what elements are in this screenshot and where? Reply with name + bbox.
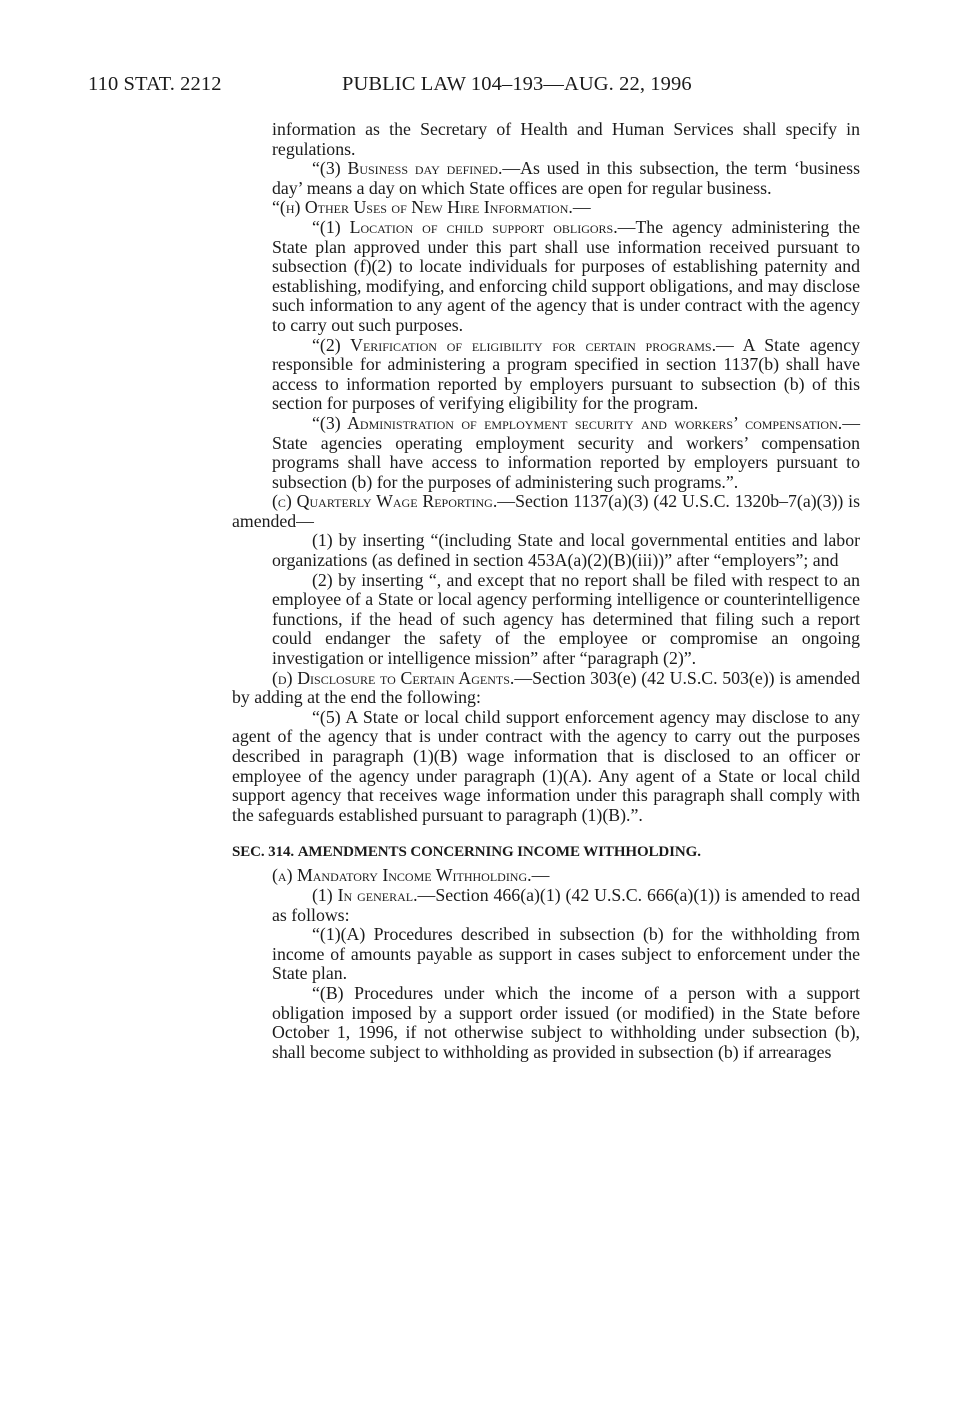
paragraph-heading: “(1) Location of child support obligors. [312, 216, 618, 237]
paragraph-quarterly-wage: (c) Quarterly Wage Reporting.—Section 1137(a)(3) (42 U.S.C. 1320b–7(a)(3)) is amended— [232, 491, 861, 531]
paragraph-heading: “(2) Verification of eligibility for certain programs. [312, 334, 717, 355]
paragraph-quoted-5: “(5) A State or local child support enforcement agency may disclose to any agent of the agency that is under contract with the agency to carry out the purposes described in paragraph (1)(B) wage information that is disclosed to an officer or employee of the agency under paragraph (1)(A). Any agent of a State or local child support agency that receives wage information under this paragraph shall comply with the safeguards established pursuant to paragraph (1)(B).”. [232, 706, 860, 825]
paragraph-inserting-2: (2) by inserting “, and except that no report shall be filed with respect to an employee of a State or local agency performing intelligence or counterintelligence functions, if the head of such agency has determined that filing such a report could endanger the safety of the employee or compromise an ongoing investigation or intelligence mission” after “paragraph (2)”. [272, 569, 860, 669]
document-body [232, 120, 860, 1062]
paragraph-disclosure: (d) Disclosure to Certain Agents.—Section 303(e) (42 U.S.C. 503(e)) is amended by adding at the end the following: [232, 667, 860, 708]
section-heading [232, 843, 860, 862]
paragraph-1: information as the Secretary of Health and Human Services shall specify in regulations. [272, 119, 860, 159]
law-reference: PUBLIC LAW 104–193—AUG. 22, 1996 [342, 73, 692, 95]
section-title: AMENDMENTS CONCERNING INCOME WITHHOLDING. [297, 844, 701, 861]
section-label: SEC. 314. [232, 844, 295, 861]
paragraph-other-uses: “(h) Other Uses of New Hire Information.— [272, 197, 591, 218]
paragraph-heading: (1) In general. [312, 884, 418, 905]
paragraph-heading: (d) Disclosure to Certain Agents. [272, 667, 515, 688]
paragraph-heading: “(3) Administration of employment security and workers’ compensation. [312, 412, 843, 433]
paragraph-heading: (c) Quarterly Wage Reporting. [272, 491, 498, 512]
paragraph-heading: (a) Mandatory Income Withholding. [272, 865, 532, 886]
paragraph-mandatory-withholding: (a) Mandatory Income Withholding.— [272, 865, 550, 886]
page-header [88, 73, 901, 103]
paragraph-inserting-1: (1) by inserting “(including State and local governmental entities and labor organizations (as defined in section 453A(a)(2)(B)(iii))” after “employers”; and [272, 530, 860, 571]
paragraph-administration: “(3) Administration of employment security and workers’ compensation.—State agencies operating employment security and workers’ compensation programs shall have access to information reported by employers pursuant to subsection (b) for the purposes of administering such programs.”. [272, 412, 860, 492]
paragraph-heading: “(h) Other Uses of New Hire Information. [272, 197, 573, 218]
page-reference: 110 STAT. 2212 [88, 73, 222, 95]
paragraph-1a: “(1)(A) Procedures described in subsection (b) for the withholding from income of amounts payable as support in cases subject to enforcement under the State plan. [272, 924, 860, 984]
paragraph-location-obligors: “(1) Location of child support obligors.—The agency administering the State plan approved under this part shall use information received pursuant to subsection (f)(2) to locate individuals for purposes of establishing paternity and establishing, modifying, and enforcing child support obligations, and may disclose such information to any agent of the agency that is under contract with the agency to carry out such purposes. [272, 216, 860, 335]
paragraph-business-day: “(3) Business day defined.—As used in this subsection, the term ‘business day’ means a day on which State offices are open for regular business. [272, 158, 861, 198]
paragraph-verification: “(2) Verification of eligibility for certain programs.— A State agency responsible for administering a program specified in section 1137(b) shall have access to information reported by employers pursuant to subsection (b) of this section for purposes of verifying eligibility for the program. [272, 334, 860, 414]
paragraph-in-general: (1) In general.—Section 466(a)(1) (42 U.S.C. 666(a)(1)) is amended to read as follows: [272, 884, 860, 925]
paragraph-heading: “(3) Business day defined. [312, 158, 503, 179]
paragraph-1b: “(B) Procedures under which the income of a person with a support obligation imposed by a support order issued (or modified) in the State before October 1, 1996, if not otherwise subject to withholding under subsection (b), shall become subject to withholding as provided in subsection (b) if arrearages [272, 982, 860, 1062]
